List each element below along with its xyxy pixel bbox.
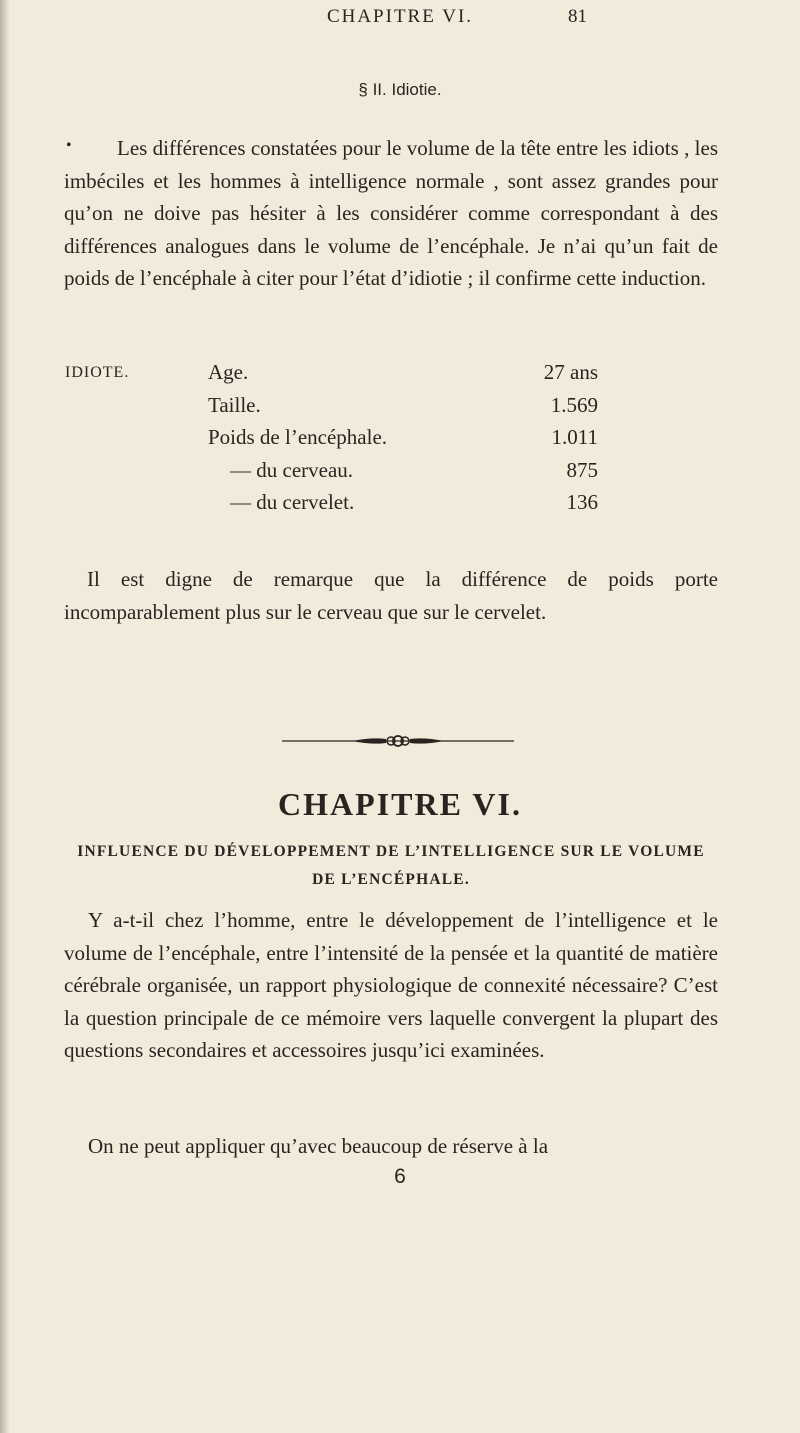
table-row (64, 486, 704, 519)
running-title: CHAPITRE VI. (326, 6, 474, 27)
table-row (64, 356, 704, 389)
chapter-title: CHAPITRE VI. (278, 786, 522, 822)
table-row (64, 454, 704, 487)
ornament-divider (282, 734, 514, 748)
chapter-subtitle: INFLUENCE DU DÉVELOPPEMENT DE L’INTELLIGENCE SUR LE VOLUME DE L’ENCÉPHALE. (77, 843, 705, 888)
row-value: 875 (566, 457, 598, 482)
paragraph-reserve: On ne peut appliquer qu’avec beaucoup de réserve à la (88, 1134, 549, 1158)
running-header (0, 6, 800, 36)
table-row (64, 421, 704, 454)
paragraph-question: Y a-t-il chez l’homme, entre le développement de l’intelligence et le volume de l’encéphale, entre l’intensité de la pensée et la quantité de matière cérébrale organisée, un rapport physiologique de connexité nécessaire? C’est la question principale de ce mémoire vers laquelle convergent la plupart des questions secondaires et accessoires jusqu’ici examinées. (64, 908, 718, 1062)
row-label: Taille. (208, 392, 261, 417)
idiote-label: IDIOTE. (65, 364, 130, 381)
row-value: 136 (566, 490, 598, 514)
row-label: — du cervelet. (230, 490, 355, 514)
margin-mark: • (66, 137, 72, 154)
paragraph-idiotie: Les différences constatées pour le volume de la tête entre les idiots , les imbéciles et les hommes à intelligence normale , sont assez grandes pour qu’on ne doive pas hésiter à les considérer comme correspondant à des différences analogues dans le volume de l’encéphale. Je n’ai qu’un fait de poids de l’encéphale à citer pour l’état d’idiotie ; il confirme cette induction. (64, 136, 718, 290)
section-heading: § II. Idiotie. (358, 80, 442, 99)
row-value: 1.569 (550, 392, 598, 417)
table-row (64, 389, 704, 422)
signature-mark: 6 (394, 1165, 406, 1188)
paragraph-remarque: Il est digne de remarque que la différence de poids porte incomparablement plus sur le cerveau que sur le cervelet. (64, 567, 718, 624)
row-value: 27 ans (543, 360, 598, 384)
page-edge-shadow (0, 0, 10, 1433)
idiote-measurements-table (64, 356, 704, 519)
row-label: — du cerveau. (230, 457, 354, 482)
row-value: 1.011 (551, 425, 598, 449)
row-label: Age. (208, 360, 249, 384)
page-number: 81 (568, 6, 587, 27)
row-label: Poids de l’encéphale. (208, 425, 388, 449)
